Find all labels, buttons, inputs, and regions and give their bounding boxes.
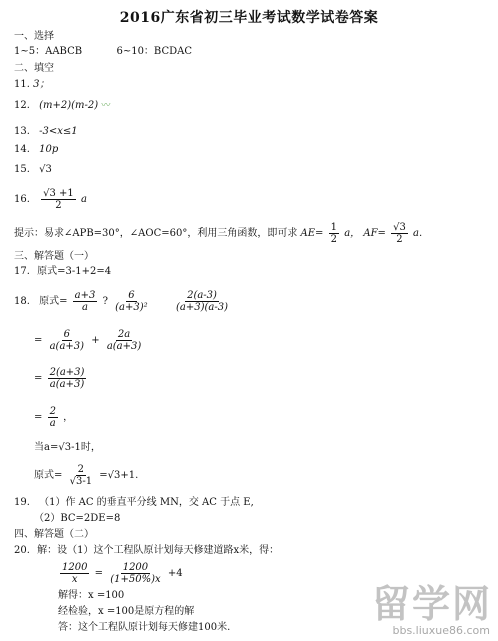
fraction: $\frac{2}{a}$ xyxy=(49,406,56,429)
answer-11: 11. 3； xyxy=(14,79,50,90)
answer-18-step-1: 18. 原式= $\frac{a+3}{a}$ ? $\frac{6}{\text{(a+3)²}}$ $\frac{2(a-3)}{(a+3)(a-3)}$ xyxy=(14,290,229,313)
watermark-url: bbs.liuxue86.com xyxy=(392,624,490,637)
fraction: $\frac{1}{2}$ xyxy=(330,222,337,245)
fraction: $\frac{2(a-3)}{(a+3)(a-3)}$ xyxy=(176,290,229,313)
choice-1-5: 1~5：AABCB xyxy=(14,46,83,57)
answer-16: 16. $\frac{√3 +1}{2}$ a xyxy=(14,188,87,211)
section-solve-1: 三、解答题（一） xyxy=(14,251,94,262)
answer-18-step-4: = $\frac{2}{a}$ ， xyxy=(34,406,74,429)
page-title: 2016广东省初三毕业考试数学试卷答案 xyxy=(119,10,379,26)
section-choice: 一、选择 xyxy=(14,31,54,42)
squiggle-mark: 〰 xyxy=(101,101,111,111)
answer-18-when: 当a=√3-1时， xyxy=(34,442,101,453)
hint-line: 提示：易求∠APB=30°，∠AOC=60°，利用三角函数，即可求 AE= $\frac{1}{2}$ a， AF= $\frac{√3}{2}$ a. xyxy=(14,222,423,245)
fraction: $\frac{2a}{a(a+3)}$ xyxy=(106,329,142,352)
fraction: $\frac{1200}{x}$ xyxy=(62,562,88,585)
answer-19-part-1: 19. （1）作 AC 的垂直平分线 MN，交 AC 于点 E, xyxy=(14,497,254,508)
fraction: $\frac{a+3}{a}$ xyxy=(74,290,96,313)
answer-13: 13. -3<x≤1 xyxy=(14,126,78,137)
answer-12: 12. (m+2)(m-2) 〰 xyxy=(14,100,111,111)
answer-20-check: 经检验，x =100是原方程的解 xyxy=(58,606,195,617)
answer-18-step-5: 原式= $\frac{2}{√3-1}$ =√3+1. xyxy=(34,464,139,487)
fraction: $\frac{6}{a(a+3)}$ xyxy=(49,329,85,352)
answer-20-intro: 20. 解：设（1）这个工程队原计划每天修建道路x米，得： xyxy=(14,545,280,556)
fraction: $\frac{√3}{2}$ xyxy=(393,222,406,245)
watermark-logo: 留学网 xyxy=(371,582,492,626)
answer-20-solve: 解得：x =100 xyxy=(58,590,125,601)
fraction: $\frac{2}{√3-1}$ xyxy=(69,464,93,487)
answer-18-step-2: = $\frac{6}{a(a+3)}$ + $\frac{2a}{a(a+3)}$ xyxy=(34,329,142,352)
answer-15: 15. √3 xyxy=(14,164,52,175)
fraction: $\frac{1200}{(1+50\%)x}$ xyxy=(110,562,161,585)
fraction: $\frac{√3 +1}{2}$ xyxy=(43,188,74,211)
choice-answers xyxy=(14,46,192,58)
choice-6-10: 6~10：BCDAC xyxy=(116,46,193,57)
fraction: $\frac{6}{\text{(a+3)²}}$ xyxy=(115,290,148,313)
answer-18-step-3: = $\frac{2(a+3)}{a(a+3)}$ xyxy=(34,367,85,390)
answer-14: 14. 10p xyxy=(14,144,59,155)
fraction: $\frac{2(a+3)}{a(a+3)}$ xyxy=(49,367,85,390)
answer-20-final: 答：这个工程队原计划每天修建100米. xyxy=(58,622,231,633)
answer-20-equation: $\frac{1200}{x}$ = $\frac{1200}{(1+50\%)x}$ +4 xyxy=(62,562,183,585)
answer-17: 17. 原式=3-1+2=4 xyxy=(14,266,112,277)
section-solve-2: 四、解答题（二） xyxy=(14,529,94,540)
section-fill: 二、填空 xyxy=(14,63,54,74)
answer-19-part-2: （2）BC=2DE=8 xyxy=(34,513,121,524)
